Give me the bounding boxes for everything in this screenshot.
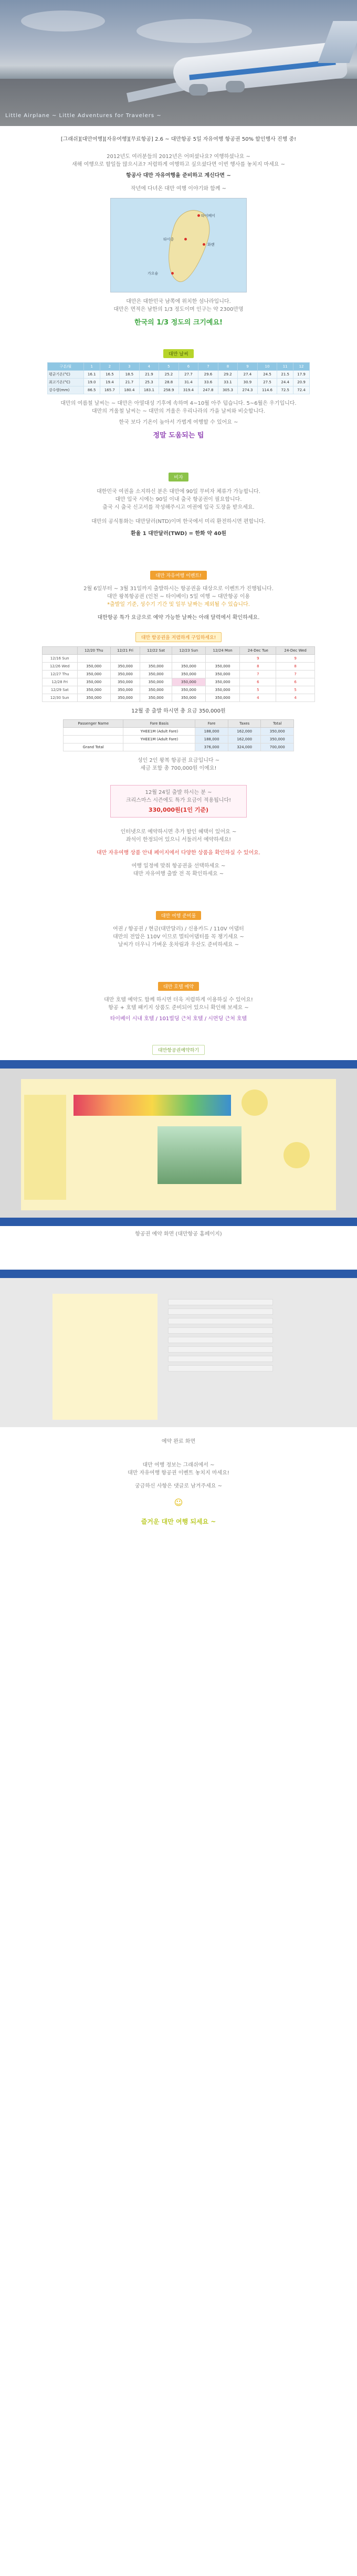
tips-label: 대만 여행 준비물 (156, 911, 202, 920)
fare-cell[interactable]: 9 (240, 655, 276, 663)
fare-cell[interactable]: 350,000 (140, 671, 172, 678)
fare-cell[interactable]: 350,000 (205, 671, 240, 678)
col-header: 구분/월 (48, 363, 84, 371)
fare-cell[interactable]: 350,000 (77, 663, 110, 671)
fare-col-header (43, 647, 78, 655)
promo-line: 2월 6일부터 ~ 3월 31일까지 출발하시는 항공권을 대상으로 이벤트가 진행됩니다. (83, 586, 274, 592)
screenshot-caption: 항공권 예약 화면 (대만항공 홈페이지) (135, 1231, 222, 1237)
tips-line: 여권 / 항공권 / 현금(대만달러) / 신용카드 / 110V 어댑터 (113, 926, 244, 932)
col-header: 3 (120, 363, 140, 371)
price-cell (64, 736, 123, 744)
weather-cell: 247.8 (198, 386, 218, 394)
col-header: 8 (218, 363, 238, 371)
engine (189, 84, 208, 96)
city-label: 화롄 (207, 243, 215, 247)
fare-row-label: 12/27 Thu (43, 671, 78, 678)
weather-cell: 114.6 (257, 386, 277, 394)
offer-note: 여행 일정에 맞춰 항공권을 선택하세요 ~ (131, 863, 226, 869)
price-cell: 350,000 (261, 728, 294, 736)
list-row (168, 1365, 273, 1371)
cloud (21, 11, 105, 32)
price-cell (123, 744, 195, 751)
fare-cell[interactable]: 350,000 (205, 678, 240, 686)
hotel-label: 대만 호텔 예약 (158, 982, 199, 991)
fare-cell[interactable]: 6 (276, 678, 315, 686)
weather-cell: 19.4 (100, 379, 120, 386)
fare-cell[interactable] (77, 655, 110, 663)
weather-row (48, 379, 310, 386)
fare-cell[interactable]: 350,000 (140, 694, 172, 702)
visa-line: 출국 시 출국 신고서를 작성해주시고 여권에 입국 도장을 받으세요. (102, 505, 255, 510)
weather-cell: 180.4 (120, 386, 140, 394)
screenshot-photo (158, 1126, 242, 1184)
fare-col-header: 12/24 Mon (205, 647, 240, 655)
fare-cell[interactable]: 350,000 (172, 663, 206, 671)
fare-cell[interactable]: 350,000 (77, 671, 110, 678)
price-row (64, 744, 294, 751)
fare-cell[interactable]: 350,000 (77, 686, 110, 694)
weather-cell: 28.8 (159, 379, 179, 386)
visa-line: 대한민국 여권을 소지하신 분은 대만에 90일 무비자 체류가 가능합니다. (97, 489, 260, 495)
price-col-header: Passenger Name (64, 720, 123, 728)
fare-cell[interactable]: 350,000 (110, 678, 140, 686)
offer-price: 330,000원(1인 기준) (148, 807, 209, 813)
weather-note: 한국 보다 기온이 높아서 가볍게 여행할 수 있어요 ~ (119, 420, 238, 425)
fare-cell[interactable]: 350,000 (205, 686, 240, 694)
price-cell: 162,000 (228, 736, 261, 744)
promo-sub-line: 대한항공 특가 요금으로 예약 가능한 날짜는 아래 달력에서 확인하세요. (97, 615, 260, 621)
weather-cell: 24.4 (277, 379, 293, 386)
decor-circle (242, 1090, 268, 1116)
outro-line: 대만 여행 정보는 그래쉬에서 ~ (142, 1462, 215, 1468)
screenshot-sidebar (52, 1294, 158, 1420)
col-header: 5 (159, 363, 179, 371)
fare-cell[interactable]: 350,000 (172, 686, 206, 694)
fare-cell[interactable]: 350,000 (140, 678, 172, 686)
fare-cell[interactable] (205, 655, 240, 663)
weather-cell: 305.3 (218, 386, 238, 394)
fare-row-label: 12/26 Wed (43, 663, 78, 671)
fare-row (43, 671, 315, 678)
list-row (168, 1337, 273, 1343)
weather-cell: 33.6 (198, 379, 218, 386)
weather-cell: 강수량(mm) (48, 386, 84, 394)
weather-cell: 86.5 (83, 386, 100, 394)
list-row (168, 1308, 273, 1315)
promo-line: *출발일 기준, 성수기 기간 및 일부 날짜는 제외될 수 있습니다. (107, 602, 250, 608)
fare-cell[interactable] (172, 655, 206, 663)
offer-note: 대만 자유여행 출발 전 꼭 확인하세요 ~ (133, 871, 224, 877)
price-breakdown-table (63, 719, 294, 751)
col-header: 1 (83, 363, 100, 371)
weather-cell: 16.5 (100, 371, 120, 379)
weather-cell: 72.4 (293, 386, 310, 394)
fare-row (43, 694, 315, 702)
weather-highlight: 정말 도움되는 팁 (153, 432, 204, 439)
weather-cell: 165.7 (100, 386, 120, 394)
fare-cell[interactable]: 350,000 (110, 686, 140, 694)
tips-line: 대만의 전압은 110V 이므로 멀티어댑터를 꼭 챙기세요 ~ (113, 934, 244, 940)
price-row (64, 728, 294, 736)
col-header: 7 (198, 363, 218, 371)
fare-row-label: 12/16 Sun (43, 655, 78, 663)
list-row (168, 1356, 273, 1362)
visa-line: 대만의 공식통화는 대만달러(NTD)이며 한국에서 미리 환전하시면 편합니다. (91, 519, 266, 525)
fare-cell[interactable]: 4 (240, 694, 276, 702)
fare-cell[interactable]: 5 (240, 686, 276, 694)
col-header: 10 (257, 363, 277, 371)
screenshot-sidebar (24, 1095, 66, 1200)
cloud (136, 19, 252, 43)
fare-cell[interactable]: 350,000 (110, 663, 140, 671)
exchange-rate: 환율 1 대만달러(TWD) = 한화 약 40원 (130, 531, 227, 537)
fare-cell[interactable]: 5 (276, 686, 315, 694)
weather-table (47, 362, 310, 394)
price-cell: 350,000 (261, 736, 294, 744)
weather-cell: 30.9 (238, 379, 258, 386)
weather-cell: 평균기온(°C) (48, 371, 84, 379)
offer-note: 인터넷으로 예약하시면 추가 할인 혜택이 있어요 ~ (120, 829, 237, 835)
fare-cell[interactable]: 350,000 (172, 671, 206, 678)
weather-row (48, 371, 310, 379)
weather-cell: 17.9 (293, 371, 310, 379)
price-cell: 188,000 (195, 736, 228, 744)
engine (226, 81, 245, 92)
price-note: 성인 2인 왕복 항공권 요금입니다 ~ (137, 758, 220, 763)
offer-line: 12월 24일 출발 하시는 분 ~ (145, 790, 212, 795)
price-cell: YHEE1M (Adult Fare) (123, 728, 195, 736)
fare-row-label: 12/28 Fri (43, 678, 78, 686)
weather-cell: 258.9 (159, 386, 179, 394)
fare-col-header: 12/21 Fri (110, 647, 140, 655)
city-label: 가오슝 (148, 271, 159, 276)
fare-row-label: 12/29 Sat (43, 686, 78, 694)
fare-cell[interactable]: 350,000 (77, 678, 110, 686)
price-col-header: Fare Basis (123, 720, 195, 728)
fare-cell[interactable]: 350,000 (140, 663, 172, 671)
fare-cell[interactable]: 350,000 (205, 663, 240, 671)
closing-line: 즐거운 대만 여행 되세요 ~ (141, 1518, 216, 1525)
weather-cell: 21.7 (120, 379, 140, 386)
col-header: 9 (238, 363, 258, 371)
weather-cell: 319.4 (178, 386, 198, 394)
price-col-header: Fare (195, 720, 228, 728)
decor-circle (284, 1142, 310, 1168)
price-cell: 162,000 (228, 728, 261, 736)
fare-cell[interactable]: 350,000 (172, 694, 206, 702)
weather-cell: 183.1 (139, 386, 159, 394)
hero-caption: Little Airplane ~ Little Adventures for Travelers ~ (5, 113, 162, 119)
price-col-header: Taxes (228, 720, 261, 728)
promo-headline: 대만 항공권을 저렴하게 구입하세요! (135, 632, 222, 642)
fare-cell[interactable]: 7 (240, 671, 276, 678)
fare-calendar-table (42, 646, 315, 702)
price-cell: 188,000 (195, 728, 228, 736)
col-header: 11 (277, 363, 293, 371)
city-dot (203, 243, 205, 246)
post-headline: [그래쉬][대만여행][자유여행][무료항공] 2.6 ~ 대만항공 5일 자유여행 항공권 50% 할인행사 진행 중! (60, 137, 297, 142)
weather-cell: 27.4 (238, 371, 258, 379)
fare-cell[interactable]: 350,000 (110, 694, 140, 702)
weather-label: 대만 날씨 (163, 349, 194, 358)
weather-cell: 27.7 (178, 371, 198, 379)
col-header: 12 (293, 363, 310, 371)
price-note: 세금 포함 총 700,000원 이예요! (140, 766, 217, 771)
map-caption: 대만은 면적은 남한의 1/3 정도이며 인구는 약 2300만명 (113, 307, 244, 312)
fare-cell[interactable]: 350,000 (77, 694, 110, 702)
fare-col-header: 24-Dec Wed (276, 647, 315, 655)
city-label: 타이베이 (201, 214, 216, 218)
fare-cell[interactable] (110, 655, 140, 663)
visa-line: 대만 입국 시에는 90일 이내 출국 항공권이 필요합니다. (115, 497, 242, 502)
price-row (64, 736, 294, 744)
fare-cell[interactable]: 350,000 (140, 686, 172, 694)
fare-cell[interactable]: 7 (276, 671, 315, 678)
fare-cell[interactable]: 9 (276, 655, 315, 663)
weather-cell: 29.6 (198, 371, 218, 379)
airplane-tail (318, 21, 357, 63)
price-cell: Grand Total (64, 744, 123, 751)
fare-cell[interactable]: 6 (240, 678, 276, 686)
fare-cell[interactable]: 4 (276, 694, 315, 702)
col-header: 4 (139, 363, 159, 371)
fare-cell[interactable]: 350,000 (205, 694, 240, 702)
fare-row (43, 663, 315, 671)
taiwan-map (110, 198, 247, 292)
weather-cell: 21.5 (277, 371, 293, 379)
weather-note: 대만의 여름철 날씨는 ~ 대만은 아열대성 기후에 속하며 4~10월 아주 덥습니다. 5~6월은 우기입니다. (60, 401, 297, 406)
weather-cell: 27.5 (257, 379, 277, 386)
intro-line: 2012년도 여러분들의 2012년은 어떠셨나요? 여행하셨나요 ~ (107, 154, 250, 160)
fare-col-header: 12/22 Sat (140, 647, 172, 655)
list-row (168, 1318, 273, 1324)
hotel-line: 대만 호텔 예약도 함께 하시면 더욱 저렴하게 이용하실 수 있어요! (104, 997, 253, 1003)
outro-line: 대만 자유여행 항공권 이벤트 놓치지 마세요! (128, 1470, 229, 1476)
outro-line: 궁금하신 사항은 댓글로 남겨주세요 ~ (135, 1483, 222, 1489)
weather-cell: 20.9 (293, 379, 310, 386)
hotel-line: 타이베이 시내 호텔 / 101빌딩 근처 호텔 / 시먼딩 근처 호텔 (110, 1016, 247, 1022)
screenshot-taskbar (0, 1218, 357, 1226)
weather-cell: 24.5 (257, 371, 277, 379)
city-dot (171, 272, 174, 275)
tips-line: 날씨가 더우니 가벼운 옷차림과 우산도 준비하세요 ~ (118, 942, 239, 948)
weather-cell: 72.5 (277, 386, 293, 394)
weather-cell: 19.0 (83, 379, 100, 386)
price-cell: 700,000 (261, 744, 294, 751)
fare-footnote: 12월 중 출발 하시면 총 요금 350,000원 (131, 708, 226, 714)
price-cell: 376,000 (195, 744, 228, 751)
confirmation-screenshot (0, 1270, 357, 1427)
offer-box (110, 785, 247, 818)
visa-label: 비자 (169, 473, 188, 481)
fare-col-header: 24-Dec Tue (240, 647, 276, 655)
weather-cell: 16.1 (83, 371, 100, 379)
weather-note: 대만의 겨울철 날씨는 ~ 대만의 겨울은 우리나라의 가을 날씨와 비슷합니다. (92, 409, 265, 414)
fare-row (43, 678, 315, 686)
map-highlight: 한국의 1/3 정도의 크기예요! (134, 319, 223, 327)
weather-cell: 25.3 (139, 379, 159, 386)
hero-banner (0, 0, 357, 126)
price-cell: 324,000 (228, 744, 261, 751)
weather-cell: 18.5 (120, 371, 140, 379)
fare-cell[interactable]: 8 (276, 663, 315, 671)
fare-col-header: 12/20 Thu (77, 647, 110, 655)
col-header: 2 (100, 363, 120, 371)
weather-cell: 21.9 (139, 371, 159, 379)
hotel-line: 항공 + 호텔 패키지 상품도 준비되어 있으니 확인해 보세요 ~ (108, 1005, 249, 1011)
intro-line: 작년에 다녀온 대만 여행 이야기와 함께 ~ (130, 186, 226, 192)
booking-screenshot (0, 1060, 357, 1218)
list-row (168, 1327, 273, 1334)
fare-row (43, 655, 315, 663)
smile-icon: ☺ (174, 1498, 183, 1507)
weather-cell: 최고기온(°C) (48, 379, 84, 386)
screenshot-page (21, 1079, 336, 1210)
fare-row-label: 12/30 Sun (43, 694, 78, 702)
intro-line: 항공사 대만 자유여행을 준비하고 계신다면 ~ (126, 173, 231, 179)
screenshot-banner (74, 1095, 231, 1116)
screenshot-caption: 예약 완료 화면 (161, 1439, 196, 1444)
city-label: 타이중 (163, 237, 174, 242)
booking-label: 대만항공권예약하기 (152, 1045, 205, 1055)
weather-row (48, 386, 310, 394)
screenshot-list (168, 1299, 273, 1375)
fare-cell[interactable] (140, 655, 172, 663)
weather-cell: 33.1 (218, 379, 238, 386)
city-dot (184, 238, 187, 240)
weather-cell: 31.4 (178, 379, 198, 386)
list-row (168, 1299, 273, 1305)
weather-cell: 29.2 (218, 371, 238, 379)
fare-cell[interactable]: 350,000 (110, 671, 140, 678)
fare-row (43, 686, 315, 694)
fare-cell[interactable]: 8 (240, 663, 276, 671)
price-cell (64, 728, 123, 736)
offer-note: 대만 자유여행 상품 안내 페이지에서 다양한 상품을 확인하실 수 있어요. (97, 850, 260, 856)
col-header: 6 (178, 363, 198, 371)
map-caption: 대만은 대한민국 남쪽에 위치한 섬나라입니다. (126, 299, 231, 305)
list-row (168, 1346, 273, 1353)
offer-line: 크리스마스 시즌에도 특가 요금이 적용됩니다! (125, 798, 232, 803)
fare-cell[interactable]: 350,000 (172, 678, 206, 686)
fare-col-header: 12/23 Sun (172, 647, 206, 655)
promo-label: 대만 자유여행 이벤트! (150, 571, 207, 580)
intro-line: 새해 여행으로 할일들 많으시죠? 저렴하게 여행하고 싶으셨다면 이번 행사를 놓치지 마세요 ~ (71, 162, 286, 167)
price-col-header: Total (261, 720, 294, 728)
weather-cell: 25.2 (159, 371, 179, 379)
city-dot (197, 214, 200, 217)
price-cell: YHEE1M (Adult Fare) (123, 736, 195, 744)
promo-line: 대만 왕복항공권 (인천 ~ 타이베이) 5일 여행 ~ 대만항공 이용 (107, 594, 250, 600)
offer-note: 좌석이 한정되어 있으니 서둘러서 예약하세요! (125, 837, 232, 843)
weather-cell: 274.3 (238, 386, 258, 394)
